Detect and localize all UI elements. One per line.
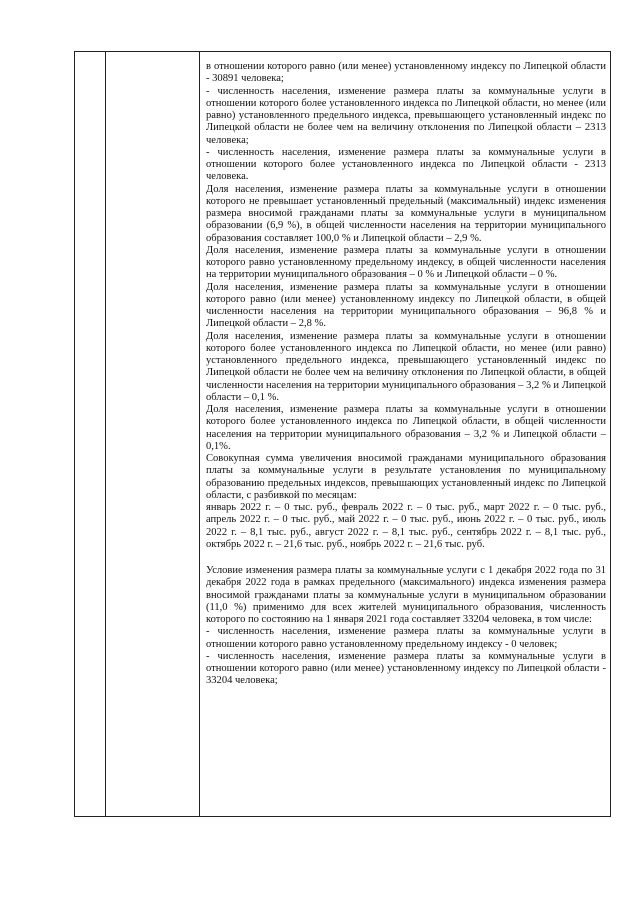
paragraph: - численность населения, изменение размера платы за коммунальные услуги в отношении которого равно (или менее) установленному индексу по Липецкой области - 33204 человека; <box>206 650 606 687</box>
paragraph: - численность населения, изменение размера платы за коммунальные услуги в отношении которого более установленного индекса по Липецкой области, но менее (или равно) установленного предельного индекса, превышающего установленный индекс по Липецкой области не более чем на величину отклонения по Липецкой области – 2313 человека; <box>206 85 606 146</box>
paragraph: Доля населения, изменение размера платы за коммунальные услуги в отношении которого более установленного индекса по Липецкой области, в общей численности населения на территории муниципального образования – 3,2 % и Липецкой области – 0,1%. <box>206 404 606 452</box>
document-table <box>74 51 611 817</box>
paragraph: Совокупная сумма увеличения вносимой гражданами муниципального образования платы за коммунальные услуги в результате установления по муниципальному образованию предельных индексов, превышающих установленный индекс по Липецкой области, с разбивкой по месяцам: <box>206 453 606 501</box>
paragraph: Доля населения, изменение размера платы за коммунальные услуги в отношении которого равно (или менее) установленному индексу по Липецкой области, в общей численности населения на территории муниципального образования – 96,8 % и Липецкой области – 2,8 %. <box>206 281 606 330</box>
paragraph: Доля населения, изменение размера платы за коммунальные услуги в отношении которого не превышает установленный предельный (максимальный) индекс изменения размера вносимой гражданами платы за коммунальные услуги в муниципальном образовании (6,9 %), в общей численности населения на территории муниципального образования составляет 100,0 % и Липецкой области – 2,9 %. <box>206 183 606 244</box>
paragraph: Доля населения, изменение размера платы за коммунальные услуги в отношении которого равно установленному предельному индексу, в общей численности населения на территории муниципального образования – 0 % и Липецкой области – 0 %. <box>206 244 606 281</box>
paragraph: - численность населения, изменение размера платы за коммунальные услуги в отношении которого равно установленному предельному индексу - 0 человек; <box>206 626 606 650</box>
paragraph-spacer <box>206 551 606 565</box>
paragraph: Доля населения, изменение размера платы за коммунальные услуги в отношении которого более установленного индекса по Липецкой области, но менее (или равно) установленного предельного индекса, превышающего установленный индекс по Липецкой области не более чем на величину отклонения по Липецкой области, в общей численности населения на территории муниципального образования – 3,2 % и Липецкой области – 0,1 %. <box>206 330 606 403</box>
paragraph: в отношении которого равно (или менее) установленному индексу по Липецкой области - 30891 человека; <box>206 61 606 85</box>
paragraph: январь 2022 г. – 0 тыс. руб., февраль 2022 г. – 0 тыс. руб., март 2022 г. – 0 тыс. руб., апрель 2022 г. – 0 тыс. руб., май 2022 г. – 0 тыс. руб., июнь 2022 г. – 0 тыс. руб., июль 2022 г. – 8,1 тыс. руб., август 2022 г. – 8,1 тыс. руб., сентябрь 2022 г. – 8,1 тыс. руб., октябрь 2022 г. – 21,6 тыс. руб., ноябрь 2022 г. – 21,6 тыс. руб. <box>206 502 606 550</box>
table-column-number <box>75 52 106 816</box>
table-column-content <box>206 61 606 688</box>
paragraph: Условие изменения размера платы за коммунальные услуги с 1 декабря 2022 года по 31 декабря 2022 года в рамках предельного (максимального) индекса изменения размера вносимой гражданами платы за коммунальные услуги в муниципальном образовании (11,0 %) применимо для всех жителей муниципального образования, численность которого по состоянию на 1 января 2021 года составляет 33204 человека, в том числе: <box>206 565 606 625</box>
table-column-name <box>105 52 200 816</box>
paragraph: - численность населения, изменение размера платы за коммунальные услуги в отношении которого более установленного индекса по Липецкой области - 2313 человека. <box>206 146 606 183</box>
